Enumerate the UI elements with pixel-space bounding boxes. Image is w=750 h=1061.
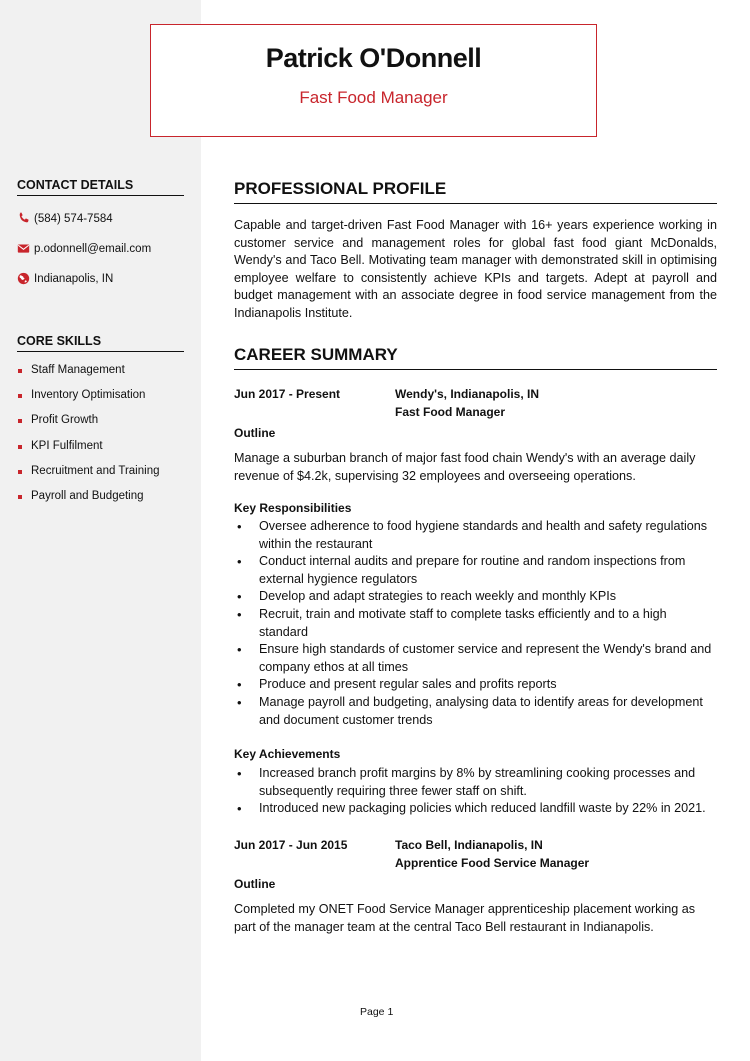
phone-icon [17,212,30,225]
candidate-name: Patrick O'Donnell [265,43,482,73]
list-item: Payroll and Budgeting [17,490,159,515]
list-item: • Conduct internal audits and prepare for routine and random inspections from external hygience regulators [234,553,719,588]
list-item: Profit Growth [17,414,159,439]
job-1-dates: Jun 2017 - Present [234,387,341,401]
page-number: Page 1 [360,1006,394,1018]
job-2-outline-label: Outline [234,877,276,891]
header-box [150,24,597,137]
list-item: • Ensure high standards of customer service and represent the Wendy's brand and company ethos at all times [234,641,719,676]
list-item: • Recruit, train and motivate staff to complete tasks efficiently and to a high standard [234,606,719,641]
list-item: • Oversee adherence to food hygiene standards and health and safety regulations within the restaurant [234,518,719,553]
job-1-title: Fast Food Manager [395,405,506,419]
skills-list [17,364,159,515]
career-heading: CAREER SUMMARY [234,345,717,370]
phone-text: (584) 574-7584 [34,212,113,225]
job-1-outline: Manage a suburban branch of major fast food chain Wendy's with an average daily revenue of $4.2k, supervising 32 employees and overseeing operations. [234,451,696,483]
profile-text: Capable and target-driven Fast Food Manager with 16+ years experience working in customer service and management roles for global fast food giant McDonalds, Wendy's and Taco Bell. Motivating team manager with demonstrated skill in optimising employee welfare to consistently achieve KPIs and targets. Adept at payroll and budget management with an associate degree in food service management from the Indianapolis Institute. [234,218,717,320]
list-item: • Produce and present regular sales and profits reports [234,676,719,694]
contact-heading: CONTACT DETAILS [17,178,184,196]
email-text: p.odonnell@email.com [34,242,152,255]
bullet-square-icon [18,394,22,398]
job-2-outline: Completed my ONET Food Service Manager apprenticeship placement working as part of the manager team at the central Taco Bell restaurant in Indianapolis. [234,902,696,934]
sidebar [0,0,201,1061]
profile-heading: PROFESSIONAL PROFILE [234,179,717,204]
list-item: Staff Management [17,364,159,389]
job-1-responsibilities-label: Key Responsibilities [234,501,352,515]
list-item: • Increased branch profit margins by 8% by streamlining cooking processes and subsequently requiring three fewer staff on shift. [234,765,719,800]
contact-location [17,272,113,285]
list-item: Recruitment and Training [17,465,159,490]
skills-heading: CORE SKILLS [17,334,184,352]
bullet-square-icon [18,369,22,373]
job-1-achievements-label: Key Achievements [234,747,341,761]
bullet-square-icon [18,445,22,449]
location-text: Indianapolis, IN [34,272,114,285]
bullet-square-icon [18,419,22,423]
list-item: • Manage payroll and budgeting, analysing data to identify areas for development and document customer trends [234,694,719,729]
job-1-achievements [234,765,719,818]
bullet-square-icon [18,470,22,474]
bullet-square-icon [18,495,22,499]
job-1-employer: Wendy's, Indianapolis, IN [395,387,539,401]
candidate-role: Fast Food Manager [299,88,448,107]
envelope-icon [17,242,30,255]
job-1-outline-label: Outline [234,426,276,440]
list-item: • Introduced new packaging policies which reduced landfill waste by 22% in 2021. [234,800,719,818]
job-2-employer: Taco Bell, Indianapolis, IN [395,838,543,852]
contact-email [17,242,151,255]
list-item: KPI Fulfilment [17,440,159,465]
contact-phone [17,212,113,225]
job-2-title: Apprentice Food Service Manager [395,856,590,870]
list-item: Inventory Optimisation [17,389,159,414]
list-item: • Develop and adapt strategies to reach weekly and monthly KPIs [234,588,719,606]
job-2-dates: Jun 2017 - Jun 2015 [234,838,348,852]
globe-icon [17,272,30,285]
job-1-responsibilities [234,518,719,729]
